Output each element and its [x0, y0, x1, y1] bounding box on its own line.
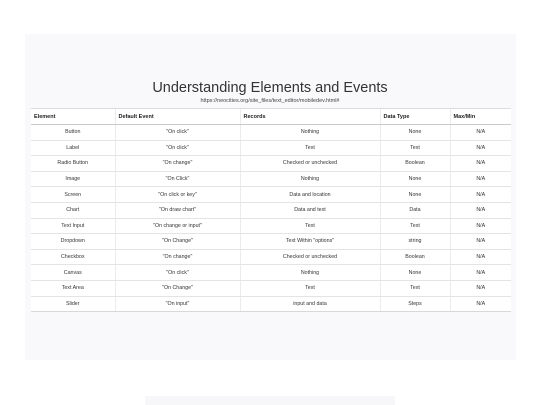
cell-default-event: "On click" [115, 140, 240, 156]
cell-max-min: N/A [450, 125, 511, 141]
cell-max-min: N/A [450, 218, 511, 234]
cell-data-type: Steps [380, 296, 450, 312]
cell-default-event: "On change" [115, 156, 240, 172]
cell-records: Data and text [240, 202, 380, 218]
page-title: Understanding Elements and Events [152, 80, 388, 96]
header-max-min: Max/Min [450, 109, 511, 125]
cell-data-type: None [380, 265, 450, 281]
cell-max-min: N/A [450, 156, 511, 172]
cell-max-min: N/A [450, 202, 511, 218]
cell-max-min: N/A [450, 249, 511, 265]
table-row [31, 125, 511, 141]
table-row [31, 218, 511, 234]
cell-element: Image [31, 171, 115, 187]
cell-default-event: "On Change" [115, 234, 240, 250]
cell-default-event: "On draw chart" [115, 202, 240, 218]
cell-data-type: Boolean [380, 156, 450, 172]
table-row [31, 171, 511, 187]
cell-default-event: "On click" [115, 125, 240, 141]
cell-default-event: "On Click" [115, 171, 240, 187]
header-data-type: Data Type [380, 109, 450, 125]
elements-events-table [31, 108, 511, 312]
cell-max-min: N/A [450, 265, 511, 281]
cell-default-event: "On change" [115, 249, 240, 265]
cell-records: Nothing [240, 265, 380, 281]
cell-element: Label [31, 140, 115, 156]
header-element: Element [31, 109, 115, 125]
cell-element: Chart [31, 202, 115, 218]
table-row [31, 265, 511, 281]
cell-default-event: "On click" [115, 265, 240, 281]
cell-element: Checkbox [31, 249, 115, 265]
cell-max-min: N/A [450, 187, 511, 203]
table-row [31, 280, 511, 296]
cell-element: Dropdown [31, 234, 115, 250]
cell-data-type: Text [380, 280, 450, 296]
cell-default-event: "On click or key" [115, 187, 240, 203]
cell-records: Text [240, 140, 380, 156]
cell-records: Nothing [240, 171, 380, 187]
table-row [31, 140, 511, 156]
cell-default-event: "On Change" [115, 280, 240, 296]
cell-element: Slider [31, 296, 115, 312]
cell-data-type: string [380, 234, 450, 250]
cell-element: Screen [31, 187, 115, 203]
cell-records: Nothing [240, 125, 380, 141]
table-header-row [31, 109, 511, 125]
cell-data-type: None [380, 125, 450, 141]
cell-element: Button [31, 125, 115, 141]
cell-default-event: "On change or input" [115, 218, 240, 234]
header-records: Records [240, 109, 380, 125]
cell-element: Text Area [31, 280, 115, 296]
cell-max-min: N/A [450, 234, 511, 250]
cell-records: Checked or unchecked [240, 156, 380, 172]
cell-element: Canvas [31, 265, 115, 281]
cell-data-type: Text [380, 140, 450, 156]
cell-records: Text [240, 280, 380, 296]
cell-records: Data and location [240, 187, 380, 203]
cell-data-type: Boolean [380, 249, 450, 265]
cell-default-event: "On input" [115, 296, 240, 312]
cell-data-type: None [380, 171, 450, 187]
cell-max-min: N/A [450, 171, 511, 187]
cell-element: Text Input [31, 218, 115, 234]
cell-max-min: N/A [450, 140, 511, 156]
table-row [31, 202, 511, 218]
cell-records: Checked or unchecked [240, 249, 380, 265]
page-edge [145, 396, 395, 405]
table-row [31, 296, 511, 312]
header-default-event: Default Event [115, 109, 240, 125]
table-row [31, 187, 511, 203]
cell-data-type: Text [380, 218, 450, 234]
source-url: https://neocities.org/site_files/text_editor/mobiledev.html# [200, 98, 340, 104]
cell-data-type: Data [380, 202, 450, 218]
table-row [31, 156, 511, 172]
cell-records: Text [240, 218, 380, 234]
cell-records: input and data [240, 296, 380, 312]
cell-max-min: N/A [450, 296, 511, 312]
cell-element: Radio Button [31, 156, 115, 172]
cell-max-min: N/A [450, 280, 511, 296]
cell-data-type: None [380, 187, 450, 203]
table-row [31, 249, 511, 265]
cell-records: Text Within "options" [240, 234, 380, 250]
table-row [31, 234, 511, 250]
